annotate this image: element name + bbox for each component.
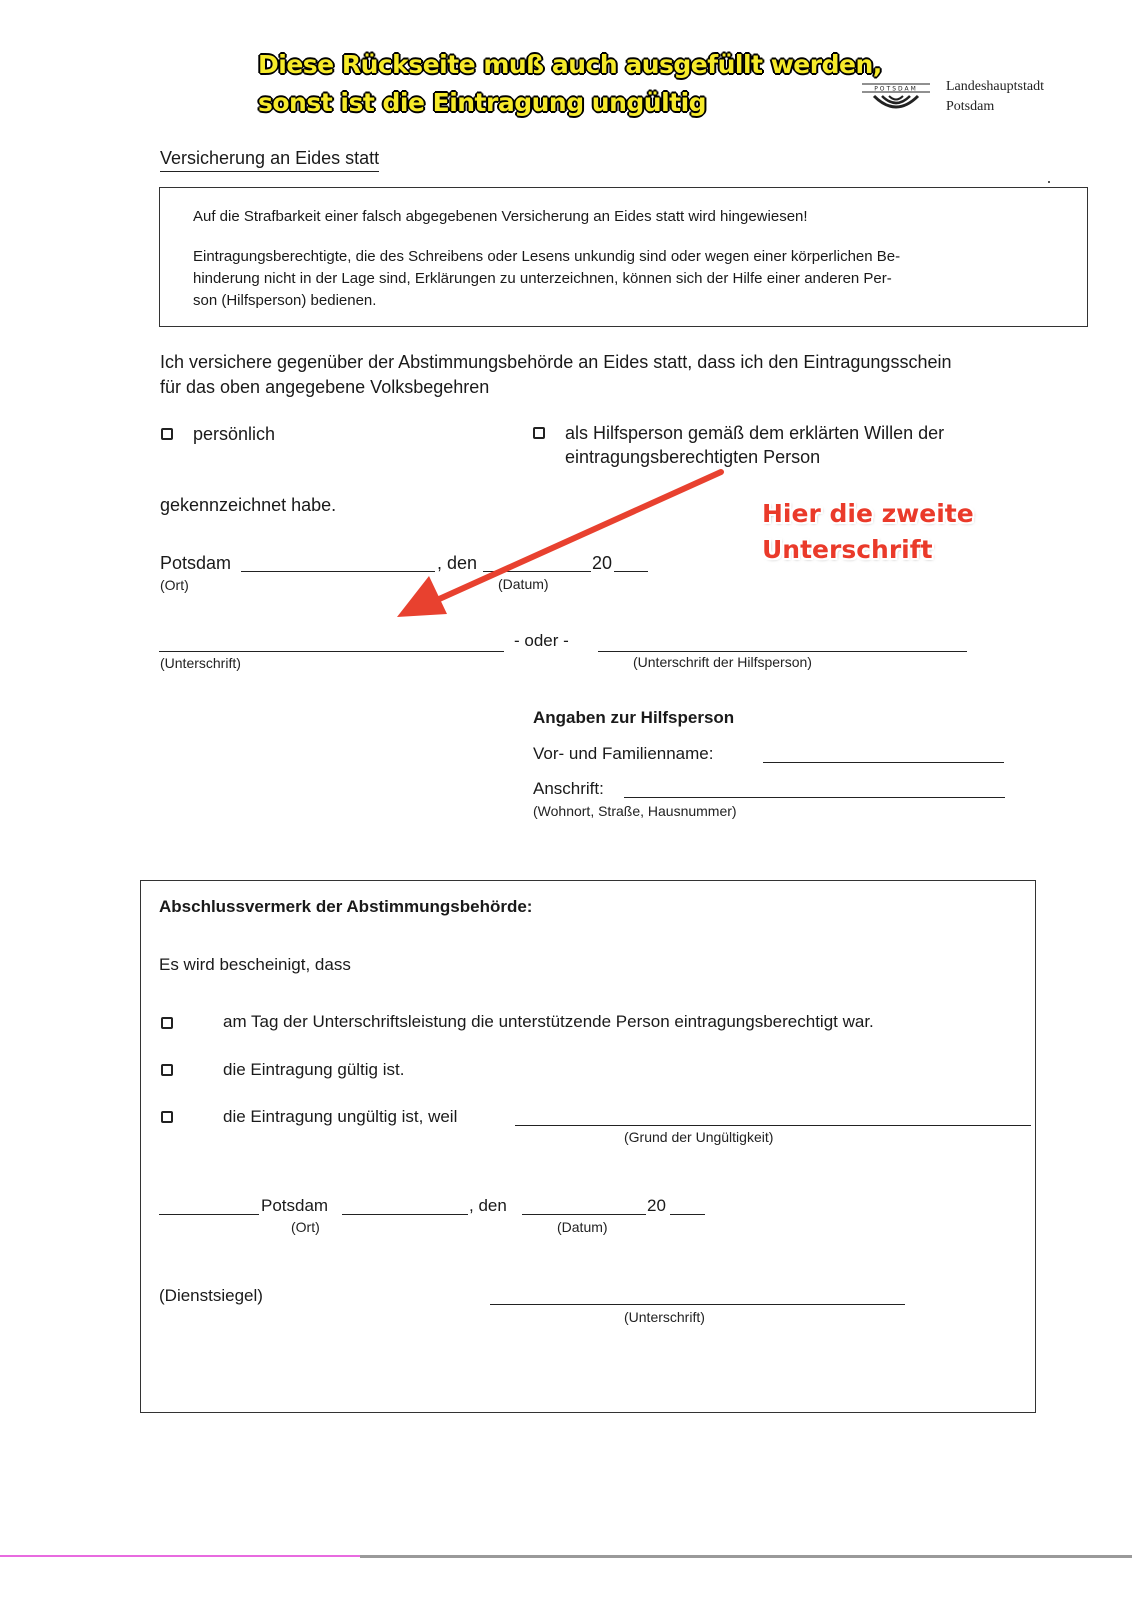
label-helper-signature: (Unterschrift der Hilfsperson) (633, 654, 812, 670)
checkbox-valid[interactable] (161, 1064, 173, 1076)
authority-certify: Es wird bescheinigt, dass (159, 955, 351, 974)
signature-field[interactable] (159, 651, 504, 652)
scan-edge-pink (0, 1555, 360, 1557)
section-title: Versicherung an Eides statt (160, 148, 379, 172)
den-label: , den (437, 553, 478, 573)
helper-info-title: Angaben zur Hilfsperson (533, 708, 735, 727)
annotation-back-page-line2: sonst ist die Eintragung ungültig (258, 88, 707, 117)
notice-para-line1: Eintragungsberechtigte, die des Schreibens oder Lesens unkundig sind oder wegen einer körperlichen Be- (193, 248, 901, 265)
authority-option3: die Eintragung ungültig ist, weil (223, 1107, 458, 1126)
place-label: Potsdam (160, 553, 232, 573)
authority-label-datum: (Datum) (557, 1219, 608, 1235)
authority-year-field[interactable] (670, 1214, 705, 1215)
potsdam-logo (862, 80, 930, 120)
helper-name-field[interactable] (763, 762, 1004, 763)
annotation-back-page-line1: Diese Rückseite muß auch ausgefüllt werden, (258, 50, 882, 79)
speck (1048, 181, 1050, 183)
authority-place-prefix-field[interactable] (159, 1214, 259, 1215)
year-prefix: 20 (592, 553, 613, 573)
logo-line1: Landeshauptstadt (946, 79, 1044, 94)
invalid-reason-field[interactable] (515, 1125, 1031, 1126)
authority-label-signature: (Unterschrift) (624, 1309, 705, 1325)
checkbox-invalid[interactable] (161, 1111, 173, 1123)
emblem-text: POTSDAM (874, 85, 918, 93)
red-arrow-icon (385, 460, 735, 630)
helper-address-label: Anschrift: (533, 779, 604, 798)
scan-edge-gray (360, 1555, 1132, 1558)
authority-date-field[interactable] (522, 1214, 646, 1215)
authority-year-prefix: 20 (647, 1196, 666, 1215)
helper-signature-field[interactable] (598, 651, 967, 652)
declaration-line1: Ich versichere gegenüber der Abstimmungsbehörde an Eides statt, dass ich den Eintragungsschein (160, 352, 952, 372)
declaration-line2: für das oben angegebene Volksbegehren (160, 377, 490, 397)
helper-address-field[interactable] (624, 797, 1005, 798)
authority-option1: am Tag der Unterschriftsleistung die unterstützende Person eintragungsberechtigt war. (223, 1012, 874, 1031)
potsdam-emblem-icon (862, 80, 930, 120)
option-helper-label-line2: eintragungsberechtigten Person (565, 447, 821, 467)
helper-address-hint: (Wohnort, Straße, Hausnummer) (533, 803, 737, 819)
label-ort: (Ort) (160, 577, 189, 593)
label-signature: (Unterschrift) (160, 655, 241, 671)
authority-title: Abschlussvermerk der Abstimmungsbehörde: (159, 897, 533, 916)
checkbox-personal[interactable] (161, 428, 173, 440)
logo-line2: Potsdam (946, 99, 995, 114)
notice-para-line3: son (Hilfsperson) bedienen. (193, 292, 377, 309)
checkbox-eligible[interactable] (161, 1017, 173, 1029)
reason-label: (Grund der Ungültigkeit) (624, 1129, 774, 1145)
authority-label-ort: (Ort) (291, 1219, 320, 1235)
helper-name-label: Vor- und Familienname: (533, 744, 714, 763)
authority-den-label: , den (469, 1196, 507, 1215)
authority-option2: die Eintragung gültig ist. (223, 1060, 405, 1079)
checkbox-helper[interactable] (533, 427, 545, 439)
declaration-closing: gekennzeichnet habe. (160, 495, 337, 515)
annotation-second-signature-line2: Unterschrift (762, 535, 933, 564)
notice-warning: Auf die Strafbarkeit einer falsch abgegebenen Versicherung an Eides statt wird hingewiesen! (193, 208, 808, 225)
label-datum: (Datum) (498, 576, 549, 592)
authority-place-label: Potsdam (261, 1196, 329, 1215)
option-helper-label-line1: als Hilfsperson gemäß dem erklärten Willen der (565, 423, 945, 443)
authority-signature-field[interactable] (490, 1304, 905, 1305)
annotation-second-signature-line1: Hier die zweite (762, 499, 974, 528)
notice-para-line2: hinderung nicht in der Lage sind, Erklärungen zu unterzeichnen, können sich der Hilfe einer anderen Per- (193, 270, 892, 287)
option-personal-label: persönlich (193, 424, 276, 444)
authority-place-field[interactable] (342, 1214, 468, 1215)
seal-label: (Dienstsiegel) (159, 1286, 263, 1305)
oder-label: - oder - (514, 631, 569, 650)
